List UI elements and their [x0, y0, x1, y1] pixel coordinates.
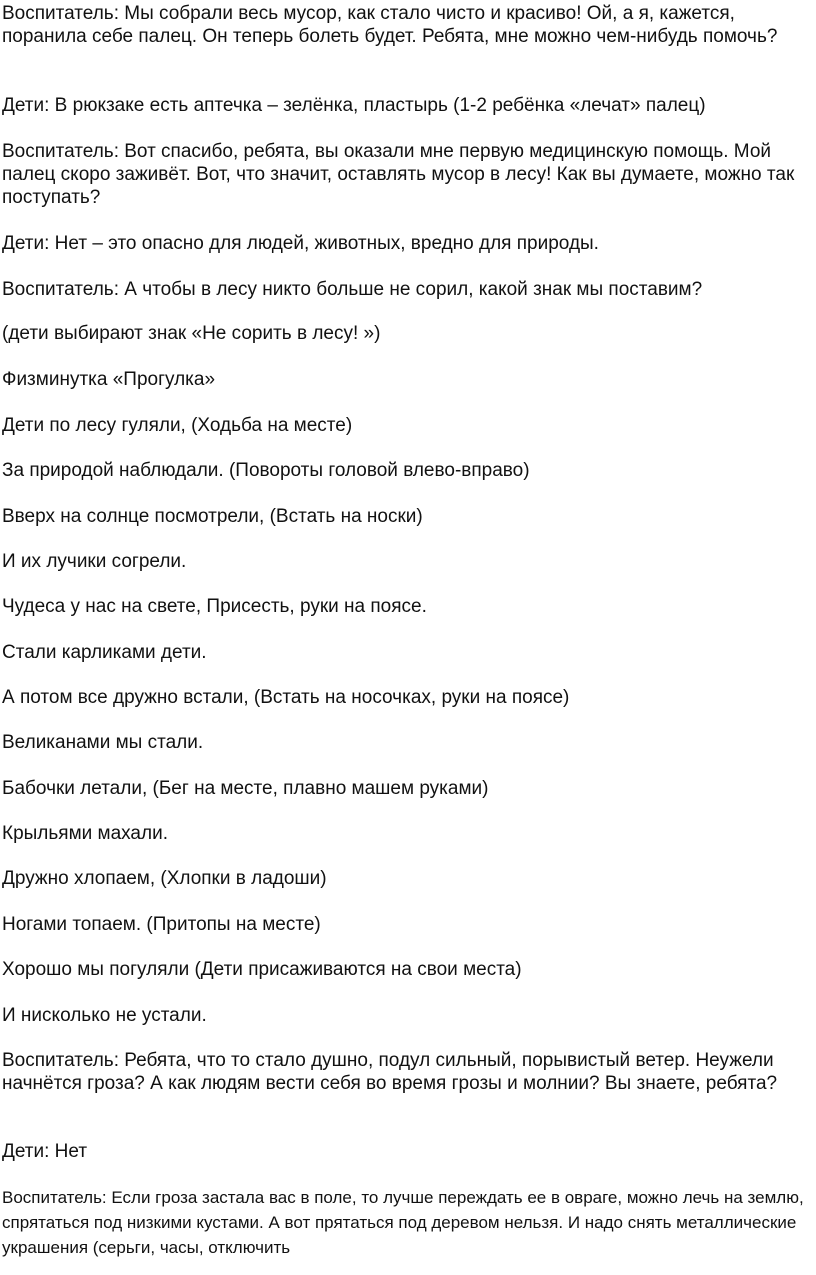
paragraph-17: Крыльями махали. — [2, 823, 168, 844]
paragraph-20: Хорошо мы погуляли (Дети присаживаются на свои места) — [2, 959, 522, 980]
paragraph-16: Бабочки летали, (Бег на месте, плавно машем руками) — [2, 778, 489, 799]
paragraph-2: Дети: В рюкзаке есть аптечка – зелёнка, пластырь (1-2 ребёнка «лечат» палец) — [2, 95, 706, 116]
paragraph-14: А потом все дружно встали, (Встать на носочках, руки на поясе) — [2, 687, 570, 708]
paragraph-22: Воспитатель: Ребята, что то стало душно, подул сильный, порывистый ветер. Неужели начнётся гроза? А как людям вести себя во время грозы и молнии? Вы знаете, ребята? — [2, 1050, 778, 1094]
paragraph-8: Дети по лесу гуляли, (Ходьба на месте) — [2, 415, 353, 436]
paragraph-13: Стали карликами дети. — [2, 642, 207, 663]
paragraph-19: Ногами топаем. (Притопы на месте) — [2, 914, 321, 935]
paragraph-12: Чудеса у нас на свете, Присесть, руки на поясе. — [2, 596, 427, 617]
paragraph-6: (дети выбирают знак «Не сорить в лесу! ») — [2, 323, 381, 344]
paragraph-4: Дети: Нет – это опасно для людей, животных, вредно для природы. — [2, 233, 599, 254]
paragraph-11: И их лучики согрели. — [2, 551, 187, 572]
paragraph-7: Физминутка «Прогулка» — [2, 369, 216, 390]
paragraph-15: Великанами мы стали. — [2, 732, 204, 753]
paragraph-5: Воспитатель: А чтобы в лесу никто больше не сорил, какой знак мы поставим? — [2, 279, 703, 300]
paragraph-10: Вверх на солнце посмотрели, (Встать на носки) — [2, 506, 423, 527]
paragraph-23: Дети: Нет — [2, 1141, 88, 1162]
paragraph-9: За природой наблюдали. (Повороты головой влево-вправо) — [2, 460, 530, 481]
paragraph-21: И нисколько не устали. — [2, 1005, 207, 1026]
paragraph-1: Воспитатель: Мы собрали весь мусор, как стало чисто и красиво! Ой, а я, кажется, поранила себе палец. Он теперь болеть будет. Ребята, мне можно чем-нибудь помочь? — [2, 3, 778, 47]
paragraph-3: Воспитатель: Вот спасибо, ребята, вы оказали мне первую медицинскую помощь. Мой палец скоро заживёт. Вот, что значит, оставлять мусор в лесу! Как вы думаете, можно так поступать? — [2, 141, 795, 208]
paragraph-18: Дружно хлопаем, (Хлопки в ладоши) — [2, 868, 327, 889]
paragraph-24: Воспитатель: Если гроза застала вас в поле, то лучше переждать ее в овраге, можно лечь на землю, спрятаться под низкими кустами. А вот прятаться под деревом нельзя. И надо снять металлические украшения (серьги, часы, отключить — [2, 1188, 804, 1257]
